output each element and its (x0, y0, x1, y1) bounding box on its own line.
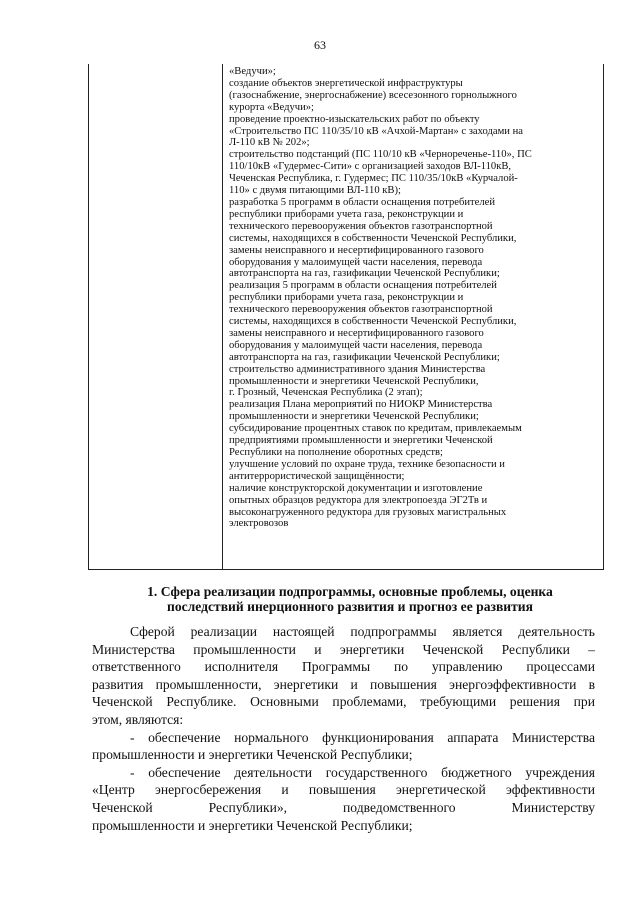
table-line: системы, находящихся в собственности Чеченской Республики, (229, 316, 517, 328)
table-line: строительство административного здания Министерства (229, 363, 486, 375)
table-line: технического перевооружения объектов газотранспортной (229, 304, 493, 316)
table-line: антитеррористической защищённости; (229, 470, 405, 482)
bullet-line: промышленности и энергетики Чеченской Республики; (92, 747, 413, 763)
bullet-line: «Центр энергосбережения и повышения энергетической эффективности (92, 782, 595, 798)
table-line: «Строительство ПС 110/35/10 кВ «Ачхой-Мартан» с заходами на (229, 125, 523, 137)
table-line: республики приборами учета газа, реконструкции и (229, 292, 464, 304)
section-heading-line: последствий инерционного развития и прогноз ее развития (166, 599, 533, 614)
table-line: наличие конструкторской документации и изготовление (229, 482, 483, 494)
table-line: замены неисправного и несертифицированного газового (229, 244, 484, 256)
bullet-line: Чеченской Республики», подведомственного Министерству (92, 799, 595, 815)
table-line: предприятиями промышленности и энергетики Чеченской (229, 435, 493, 447)
table-line: Л-110 кВ № 202»; (229, 137, 310, 149)
section-heading-line: 1. Сфера реализации подпрограммы, основные проблемы, оценка (147, 584, 553, 599)
table-line: электровозов (229, 518, 289, 530)
table-line: 110» с двумя питающими ВЛ-110 кВ); (229, 185, 401, 197)
bullet-line: - обеспечение нормального функционирования аппарата Министерства (130, 729, 595, 745)
paragraph-line: Чеченской Республике. Основными проблемами, требующими решения при (92, 694, 595, 710)
table-column-divider (222, 64, 223, 570)
table-line: (газоснабжение, энергоснабжение) всесезонного горнолыжного (229, 89, 517, 101)
paragraph-line: ответственного исполнителя Программы по управлению процессами (92, 659, 595, 675)
section-heading (90, 584, 610, 614)
table-line: г. Грозный, Чеченская Республика (2 этап); (229, 387, 423, 399)
table-line: оборудования у малоимущей части населения, перевода (229, 339, 483, 351)
table-line: высоконагруженного редуктора для грузовых магистральных (229, 506, 507, 518)
table-line: курорта «Ведучи»; (229, 101, 315, 113)
table-line: автотранспорта на газ, газификации Чеченской Республики; (229, 351, 500, 363)
table-line: замены неисправного и несертифицированного газового (229, 327, 484, 339)
table-cell-content (229, 66, 599, 530)
section-body (92, 623, 595, 834)
table-line: республики приборами учета газа, реконструкции и (229, 208, 464, 220)
table-line: системы, находящихся в собственности Чеченской Республики, (229, 232, 517, 244)
bullet-line: промышленности и энергетики Чеченской Республики; (92, 817, 413, 833)
paragraph-line: Сферой реализации настоящей подпрограммы является деятельность (130, 624, 595, 639)
table-line: промышленности и энергетики Чеченской Республики; (229, 411, 479, 423)
table-line: опытных образцов редуктора для электропоезда ЭГ2Тв и (229, 494, 488, 506)
paragraph-line: Министерства промышленности и энергетики Чеченской Республики – (92, 641, 595, 657)
bullet-line: - обеспечение деятельности государственного бюджетного учреждения (130, 764, 595, 780)
table-line: промышленности и энергетики Чеченской Республики, (229, 375, 479, 387)
table-line: создание объектов энергетической инфраструктуры (229, 77, 463, 89)
table-line: строительство подстанций (ПС 110/10 кВ «Чернореченье-110», ПС (229, 149, 532, 161)
table-line: технического перевооружения объектов газотранспортной (229, 220, 493, 232)
table-line: улучшение условий по охране труда, технике безопасности и (229, 458, 505, 470)
page-number: 63 (314, 38, 326, 52)
paragraph-line: этом, являются: (92, 711, 184, 727)
table-line: реализация Плана мероприятий по НИОКР Министерства (229, 399, 493, 411)
table-line: разработка 5 программ в области оснащения потребителей (229, 196, 496, 208)
paragraph-line: развития промышленности, энергетики и повышения энергоэффективности в (92, 676, 595, 692)
table-line: автотранспорта на газ, газификации Чеченской Республики; (229, 268, 500, 280)
table-line: субсидирование процентных ставок по кредитам, привлекаемым (229, 423, 522, 435)
table-line: Республики на пополнение оборотных средств; (229, 447, 443, 458)
table-line: реализация 5 программ в области оснащения потребителей (229, 280, 497, 292)
table-line: 110/10кВ «Гудермес-Сити» с организацией заходов ВЛ-110кВ, (229, 161, 512, 173)
table-line: проведение проектно-изыскательских работ по объекту (229, 113, 480, 125)
table-line: оборудования у малоимущей части населения, перевода (229, 256, 483, 268)
table-line: Чеченская Республика, г. Гудермес; ПС 110/35/10кВ «Курчалой- (229, 173, 518, 185)
table-line: «Ведучи»; (229, 66, 276, 77)
